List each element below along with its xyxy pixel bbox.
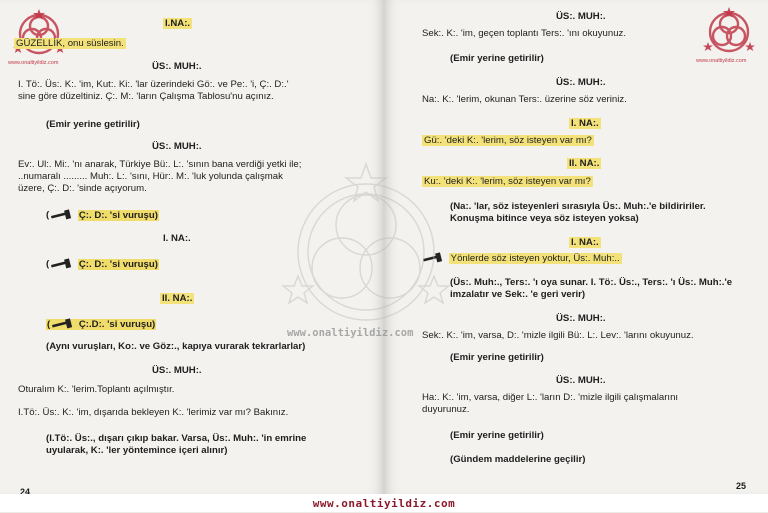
text-line: Ku:. 'deki K:. 'lerim, söz isteyen var mı? xyxy=(424,176,591,187)
stage-direction: (I.Tö:. Üs:., dışarı çıkıp bakar. Varsa, Üs:. Muh:. 'in emrine xyxy=(46,433,307,444)
gavel-icon xyxy=(422,252,446,264)
text-line: Na:. K:. 'lerim, okunan Ters:. üzerine söz veriniz. xyxy=(422,94,627,105)
speaker-heading: ÜS:. MUH:. xyxy=(152,365,202,376)
text-line: ..numaralı ......... Muh:. L:. 'sını, Hür:. M:. 'luk yolunda çalışmak xyxy=(18,171,283,182)
speaker-heading: ÜS:. MUH:. xyxy=(152,61,202,72)
text-line: sine göre düzeltiniz. Ç:. M:. 'ların Çalışma Tablosu'nu açınız. xyxy=(18,91,274,102)
speaker-heading: I.NA:. xyxy=(165,18,191,29)
stage-direction: (Emir yerine getirilir) xyxy=(450,53,544,64)
speaker-heading: I. NA:. xyxy=(571,237,599,248)
footer-bar xyxy=(0,494,768,512)
text-line: Sek:. K:. 'im, varsa, D:. 'mizle ilgili Bü:. L:. Lev:. 'larını okuyunuz. xyxy=(422,330,694,341)
text-line: Oturalım K:. 'lerim.Toplantı açılmıştır. xyxy=(18,384,175,395)
stage-direction: (Gündem maddelerine geçilir) xyxy=(450,454,586,465)
watermark-url-text: www.onaltiyildiz.com xyxy=(287,327,414,339)
text-line: I.Tö:. Üs:. K:. 'im, dışarıda bekleyen K:. 'lerimiz var mı? Bakınız. xyxy=(18,407,289,418)
text-line: Ha:. K:. 'im, varsa, diğer L:. 'ların D:. 'mizle ilgili çalışmalarını xyxy=(422,392,679,403)
logo-url-text: www.onaltiyildiz.com xyxy=(696,58,747,64)
stage-direction: (Üs:. Muh:., Ters:. 'ı oya sunar. I. Tö:. Üs:., Ters:. 'ı Üs:. Muh:.'e xyxy=(450,277,733,288)
text-line: GÜZELLİK, onu süslesin. xyxy=(16,38,124,49)
speaker-heading: ÜS:. MUH:. xyxy=(556,313,606,324)
text-line: Gü:. 'deki K:. 'lerim, söz isteyen var mı? xyxy=(424,135,592,146)
stage-direction: (Emir yerine getirilir) xyxy=(46,119,140,130)
text-line: üzere, Ç:. D:. 'sinde açıyorum. xyxy=(18,183,147,194)
text-line: duyurunuz. xyxy=(422,404,470,415)
site-logo-right xyxy=(696,6,756,64)
speaker-heading: ÜS:. MUH:. xyxy=(556,77,606,88)
speaker-heading: ÜS:. MUH:. xyxy=(556,11,606,22)
gavel-direction: ( Ç:.D:. 'si vuruşu) xyxy=(47,318,156,330)
speaker-heading: II. NA:. xyxy=(162,293,193,304)
star-seal-icon xyxy=(12,8,66,58)
stage-direction: imzalatır ve Sek:. 'e geri verir) xyxy=(450,289,586,300)
stage-direction: (Emir yerine getirilir) xyxy=(450,352,544,363)
text-line: Sek:. K:. 'im, geçen toplantı Ters:. 'ını okuyunuz. xyxy=(422,28,626,39)
speaker-heading: ÜS:. MUH:. xyxy=(556,375,606,386)
page-number: 24 xyxy=(20,487,31,494)
stage-direction: (Na:. 'lar, söz isteyenleri sırasıyla Üs:. Muh:.'e bildiririler. xyxy=(450,201,706,212)
star-seal-icon xyxy=(702,6,756,56)
stage-direction: (Emir yerine getirilir) xyxy=(450,430,544,441)
speaker-heading: II. NA:. xyxy=(569,158,600,169)
gavel-direction: ( Ç:. D:. 'si vuruşu) xyxy=(46,258,158,270)
logo-url-text: www.onaltiyildiz.com xyxy=(8,60,59,66)
left-page xyxy=(0,0,384,494)
page-number: 25 xyxy=(736,481,747,491)
right-page xyxy=(384,0,768,494)
speaker-heading: ÜS:. MUH:. xyxy=(152,141,202,152)
text-line: Yönlerde söz isteyen yoktur, Üs:. Muh:.. xyxy=(422,252,622,264)
stage-direction: Konuşma bitince veya söz isteyen yoksa) xyxy=(450,213,639,224)
gavel-icon xyxy=(49,209,75,221)
text-line: I. Tö:. Üs:. K:. 'im, Kut:. Ki:. 'lar üzerindeki Gö:. ve Pe:. 'i, Ç:. D:.' xyxy=(18,79,289,90)
speaker-heading: I. NA:. xyxy=(571,118,599,129)
site-logo-left xyxy=(8,8,66,66)
gavel-icon xyxy=(50,318,76,330)
text-line: Ev:. Ul:. Mi:. 'nı anarak, Türkiye Bü:. L:. 'sının bana verdiği yetki ile; xyxy=(18,159,302,170)
stage-direction: uyularak, K:. 'ler yöntemince içeri alınır) xyxy=(46,445,228,456)
gavel-direction: ( Ç:. D:. 'si vuruşu) xyxy=(46,209,158,221)
footer-url-link[interactable]: www.onaltiyildiz.com xyxy=(312,497,456,510)
gavel-icon xyxy=(49,258,75,270)
stage-direction: (Aynı vuruşları, Ko:. ve Göz:., kapıya vurarak tekrarlarlar) xyxy=(46,341,306,352)
speaker-heading: I. NA:. xyxy=(163,233,191,244)
